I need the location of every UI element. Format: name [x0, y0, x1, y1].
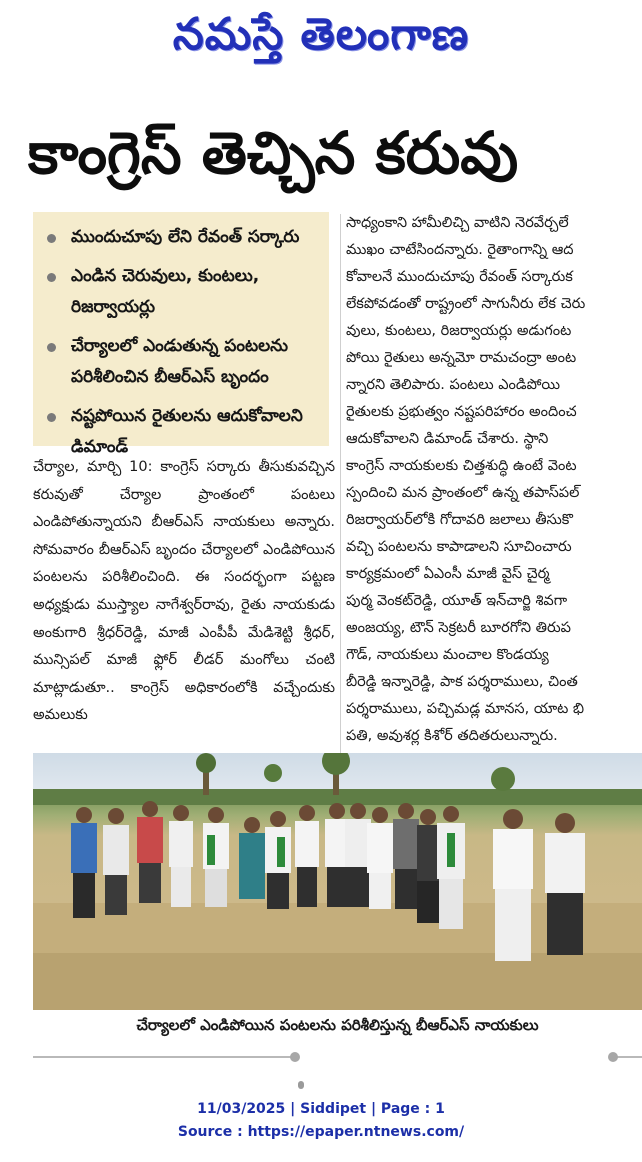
- page-mark: [298, 1081, 304, 1089]
- body-line: వచ్చి పంటలను కాపాడాలని సూచించారు: [346, 539, 572, 555]
- highlight-item: [47, 331, 319, 393]
- body-line: పుర్మ వెంకట్‌రెడ్డి, యూత్ ఇన్‌చార్జి శివగా: [346, 593, 568, 609]
- highlight-item: [47, 222, 319, 253]
- body-line: కోవాలనే ముందుచూపు రేవంత్ సర్కారుక: [346, 269, 573, 285]
- bullet-icon: [47, 273, 56, 282]
- body-line: రైతులకు ప్రభుత్వం నష్టపరిహారం అందించ: [346, 404, 577, 420]
- body-line: అంజయ్య, టౌన్ సెక్రటరీ బూరగోని తిరుప: [346, 620, 571, 636]
- body-line: లేకపోవడంతో రాష్ట్రంలో సాగునీరు లేక చెరు: [346, 296, 586, 312]
- highlight-text: ముందుచూపు లేని రేవంత్ సర్కారు: [71, 227, 300, 247]
- rule-end-marker: [608, 1052, 618, 1062]
- page-footer: [0, 1098, 642, 1148]
- body-line: గౌడ్, నాయకులు మంచాల కొండయ్య: [346, 647, 549, 663]
- body-line: పర్శరాములు, పచ్చిమడ్ల మానస, యాట భి: [346, 701, 585, 717]
- photo-caption: చేర్యాలలో ఎండిపోయిన పంటలను పరిశీలిస్తున్న బీఆర్ఎస్ నాయకులు: [136, 1016, 539, 1034]
- bullet-icon: [47, 234, 56, 243]
- field-inspection-photo: [33, 753, 642, 1010]
- source-link[interactable]: Source : https://epaper.ntnews.com/: [177, 1124, 465, 1140]
- highlights-box: [33, 212, 329, 457]
- body-line: న్నారని తెలిపారు. పంటలు ఎండిపోయి: [346, 377, 561, 393]
- masthead: [0, 0, 642, 80]
- highlight-text: నష్టపోయిన రైతులను ఆదుకోవాలని డిమాండ్: [71, 406, 303, 457]
- rule-end-marker: [290, 1052, 300, 1062]
- body-line: స్పందించి మన ప్రాంతంలో ఉన్న తపాస్‌పల్: [346, 485, 580, 501]
- article-headline: కాంగ్రెస్ తెచ్చిన కరువు: [28, 119, 519, 187]
- body-line: ముఖం చాటేసిందన్నారు. రైతాంగాన్ని ఆద: [346, 242, 574, 258]
- article-body-left-column: చేర్యాల, మార్చి 10: కాంగ్రెస్ సర్కారు తీసుకువచ్చిన కరువుతో చేర్యాల ప్రాంతంలో పంటలు ఎండిపోతున్నాయని బీఆర్ఎస్ నాయకులు అన్నారు. సోమవారం బీఆర్ఎస్ బృందం చేర్యాలలో ఎండిపోయిన పంటలను పరిశీలించింది. ఈ సందర్భంగా పట్టణ అధ్యక్షుడు ముస్త్యాల నాగేశ్వర్‌రావు, రైతు నాయకుడు అంకుగారి శ్రీధర్‌రెడ్డి, మాజీ ఎంపీపీ మేడిశెట్టి శ్రీధర్, మున్సిపల్ మాజీ ఫ్లోర్ లీడర్ మంగోలు చంటి మాట్లాడుతూ.. కాంగ్రెస్ అధికారంలోకి వచ్చేందుకు అమలుకు: [33, 459, 335, 724]
- body-line: సాధ్యంకాని హామీలిచ్చి వాటిని నెరవేర్చలే: [346, 215, 569, 231]
- highlight-text: ఎండిన చెరువులు, కుంటలు, రిజర్వాయర్లు: [71, 266, 260, 317]
- news-photo: [33, 753, 642, 1010]
- bullet-icon: [47, 413, 56, 422]
- body-line: వులు, కుంటలు, రిజర్వాయర్లు అడుగంట: [346, 323, 572, 339]
- edition-info: 11/03/2025 | Siddipet | Page : 1: [197, 1101, 445, 1117]
- body-line: కార్యక్రమంలో ఏఎంసీ మాజీ వైస్ చైర్మ: [346, 566, 550, 582]
- highlight-text: చేర్యాలలో ఎండుతున్న పంటలను పరిశీలించిన బీఆర్ఎస్ బృందం: [71, 336, 288, 387]
- column-divider: [340, 214, 341, 754]
- body-line: ఆదుకోవాలని డిమాండ్ చేశారు. స్థాని: [346, 431, 549, 447]
- newspaper-title: నమస్తే తెలంగాణ: [172, 9, 470, 60]
- bullet-icon: [47, 343, 56, 352]
- body-line: కాంగ్రెస్ నాయకులకు చిత్తశుద్ధి ఉంటే వెంట: [346, 458, 577, 474]
- page-rule: [33, 1056, 295, 1058]
- highlight-item: [47, 261, 319, 323]
- body-line: బీరెడ్డి ఇన్నారెడ్డి, పాక పర్శరాములు, చింత: [346, 674, 578, 690]
- article-body-right-column: [346, 210, 642, 756]
- body-line: రిజర్వాయర్‌లోకి గోదావరి జలాలు తీసుకొ: [346, 512, 573, 528]
- body-line: పతి, అవుశర్ల కిశోర్ తదితరులున్నారు.: [346, 728, 558, 744]
- body-line: పోయి రైతులు అన్నమో రామచంద్రా అంట: [346, 350, 577, 366]
